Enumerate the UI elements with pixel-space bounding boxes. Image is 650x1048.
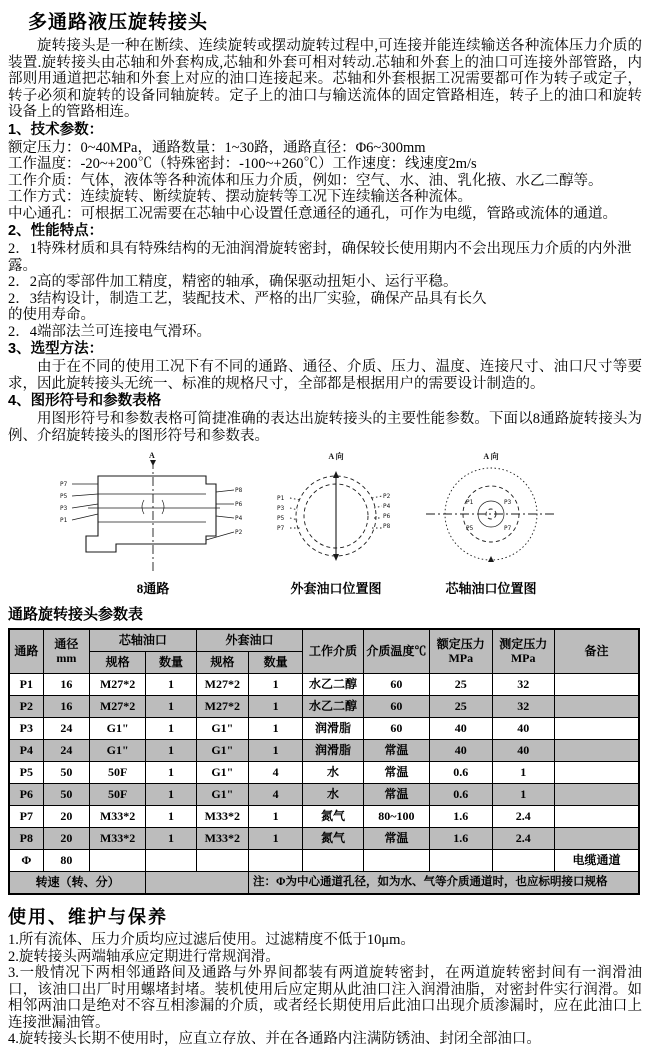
section-3-heading: 3、选型方法： [8,341,104,357]
table-cell: 1 [146,806,196,828]
svg-text:P8: P8 [383,523,391,530]
table-cell: 1 [146,696,196,718]
table-row [9,696,639,718]
svg-text:P1: P1 [466,499,474,506]
svg-text:P3: P3 [60,505,68,512]
feature-line: 2．4端部法兰可连接电气滑环。 [8,323,211,340]
table-cell: 1 [492,784,554,806]
table-cell: 20 [43,806,89,828]
figure-outer-sleeve-ports [274,450,398,597]
svg-text:A 向: A 向 [328,452,344,461]
col-header-spec: 规格 [89,652,145,674]
footer-empty-cell [146,872,249,895]
svg-text:P2: P2 [383,493,391,500]
tech-param-line: 工作方式：连续旋转、断续旋转、摆动旋转等工况下连续输送各种流体。 [8,189,472,205]
table-cell: 1 [146,762,196,784]
table-row [9,828,639,850]
table-cell: 20 [43,828,89,850]
table-cell: G1" [196,718,248,740]
table-cell: G1" [196,762,248,784]
table-cell: Φ [9,850,43,872]
figures-row [58,450,642,597]
table-cell: 水乙二醇 [303,674,363,696]
table-cell: 1 [492,762,554,784]
table-cell: 32 [492,674,554,696]
figure3-caption: 芯轴油口位置图 [445,581,537,596]
table-cell: G1" [196,784,248,806]
svg-text:P1: P1 [60,517,68,524]
table-cell: 常温 [363,784,429,806]
table-cell: 2.4 [492,828,554,850]
table-cell [554,806,639,828]
svg-text:P8: P8 [235,487,243,494]
table-cell: 润滑脂 [303,718,363,740]
table-cell: 16 [43,674,89,696]
table-cell: 2.4 [492,806,554,828]
table-cell: M33*2 [89,806,145,828]
table-cell: 80~100 [363,806,429,828]
table-cell: 1 [248,806,302,828]
table-cell: 常温 [363,762,429,784]
table-cell: M27*2 [196,696,248,718]
table-cell: 80 [43,850,89,872]
table-cell: P8 [9,828,43,850]
table-cell [196,850,248,872]
table-cell [363,850,429,872]
table-cell: P6 [9,784,43,806]
svg-text:P5: P5 [60,493,68,500]
tech-param-line: 工作介质：气体，液体等各种流体和压力介质，例如：空气、水、油、乳化掖、水乙二醇等。 [8,172,603,189]
table-cell: 1 [248,740,302,762]
table-cell: 氮气 [303,828,363,850]
svg-text:P2: P2 [235,529,243,536]
tech-param-line: 额定压力：0~40MPa，通路数量：1~30路，通路直径：Φ6~300mm [8,139,426,156]
table-body [9,674,639,872]
symbols-paragraph: 用图形符号和参数表格可简捷准确的表达出旋转接头的主要性能参数。下面以8通路旋转接头为例、介绍旋转接头的图形符号和参数表。 [8,411,642,444]
table-cell: G1" [196,740,248,762]
svg-text:P3: P3 [277,505,285,512]
shaft-port-diagram-icon [424,450,558,576]
table-row [9,850,639,872]
table-cell: P5 [9,762,43,784]
table-cell [248,850,302,872]
footer-note-cell: 注：Φ为中心通道孔径，如为水、气等介质通道时，也应标明接口规格 [248,872,639,895]
table-cell: 4 [248,762,302,784]
col-header-rated-pressure: 额定压力MPa [430,629,492,674]
intro-paragraph: 旋转接头是一种在断续、连续旋转或摆动旋转过程中,可连接并能连续输送各种流体压力介质的装置.旋转接头由芯轴和外套构成,芯轴和外套可相对转动.芯轴和外套上的油口可连接外部管路，内部则用通道把芯轴和外套上对应的油口连接起来。芯轴和外套根据工况需要都可作为转子或定子，转子必须和旋转的设备同轴旋转。定子上的油口与输送流体的固定管路相连，转子上的油口和旋转设备上的管路相连。 [8,38,642,120]
parameters-table [8,628,640,895]
table-cell [554,718,639,740]
feature-line: 2．3结构设计，制造工艺，装配技术、严格的出厂实验，确保产品具有长久 [8,290,487,307]
table-cell: 60 [363,696,429,718]
table-cell: 1 [248,696,302,718]
table-cell: 1 [146,740,196,762]
col-header-spec: 规格 [196,652,248,674]
outer-port-diagram-icon [274,450,398,576]
figure-channel-schematic [58,450,248,597]
svg-text:P4: P4 [383,503,391,510]
table-cell: 1 [146,718,196,740]
table-cell: 1.6 [430,828,492,850]
col-header-remarks: 备注 [554,629,639,674]
col-header-qty: 数量 [248,652,302,674]
table-cell: 水 [303,784,363,806]
col-header-qty: 数量 [146,652,196,674]
maintenance-item: 1.所有流体、压力介质均应过滤后使用。过滤精度不低于10μm。 [8,932,415,948]
table-cell: 40 [492,718,554,740]
table-cell: M33*2 [196,806,248,828]
table-cell: 0.6 [430,784,492,806]
svg-text:P4: P4 [235,515,243,522]
tech-param-line: 中心通孔：可根据工况需要在芯轴中心设置任意通径的通孔，可作为电缆，管路或流体的通道。 [8,205,617,222]
table-cell: 1 [248,674,302,696]
footer-speed-cell: 转速（转、分） [9,872,146,895]
table-cell: 水 [303,762,363,784]
table-cell [554,674,639,696]
table-cell: 50 [43,784,89,806]
col-header-measured-pressure: 测定压力MPa [492,629,554,674]
svg-text:P7: P7 [504,525,512,532]
maintenance-item: 2.旋转接头两端轴承应定期进行常规润滑。 [8,948,280,965]
col-group-core-shaft-port: 芯轴油口 [89,629,196,652]
table-cell: 水乙二醇 [303,696,363,718]
table-cell: 电缆通道 [554,850,639,872]
table-cell: P1 [9,674,43,696]
table-cell: 常温 [363,740,429,762]
schematic-drawing-icon [58,450,248,576]
table-cell: 60 [363,674,429,696]
svg-text:P7: P7 [60,481,68,488]
col-header-channel: 通路 [9,629,43,674]
maintenance-heading: 使用、维护与保养 [8,907,168,927]
figure2-caption: 外套油口位置图 [290,581,382,596]
table-cell: 40 [430,718,492,740]
table-cell: 1 [248,828,302,850]
table-cell: 常温 [363,828,429,850]
table-cell [303,850,363,872]
maintenance-item: 4.旋转接头长期不使用时，应直立存放、并在各通路内注满防锈油、封闭全部油口。 [8,1031,541,1047]
figure-core-shaft-ports [424,450,558,597]
svg-text:A 向: A 向 [483,452,499,461]
table-cell: 50 [43,762,89,784]
table-cell: 24 [43,740,89,762]
page-title: 多通路液压旋转接头 [28,12,209,33]
section-1-heading: 1、技术参数： [8,121,104,138]
col-header-medium: 工作介质 [303,629,363,674]
feature-line: 2．1特殊材质和具有特殊结构的无油润滑旋转密封，确保较长使用期内不会出现压力介质的内外泄露。 [8,241,632,274]
table-cell: P7 [9,806,43,828]
col-header-medium-temp: 介质温度℃ [363,629,429,674]
table-footer [9,872,639,895]
table-cell: 1 [146,784,196,806]
table-cell: 32 [492,696,554,718]
table-cell [89,850,145,872]
table-row [9,718,639,740]
svg-text:P7: P7 [277,525,285,532]
svg-text:P3: P3 [504,499,512,506]
section-2-heading: 2、性能特点： [8,223,104,239]
table-cell: 24 [43,718,89,740]
table-cell: 1 [146,674,196,696]
table-cell: 50F [89,784,145,806]
table-cell: 16 [43,696,89,718]
table-cell: 0.6 [430,762,492,784]
svg-text:P5: P5 [466,525,474,532]
svg-text:P5: P5 [277,515,285,522]
section-4-heading: 4、图形符号和参数表格 [8,393,162,409]
feature-line: 的使用寿命。 [8,307,95,323]
table-cell: 1.6 [430,806,492,828]
table-cell: 60 [363,718,429,740]
table-row [9,806,639,828]
table-cell [554,762,639,784]
selection-paragraph: 由于在不同的使用工况下有不同的通路、通径、介质、压力、温度、连接尺寸、油口尺寸等要求，因此旋转接头无统一、标准的规格尺寸，全部都是根据用户的需要设计制造的。 [8,359,642,392]
feature-line: 2．2高的零部件加工精度，精密的轴承，确保驱动扭矩小、运行平稳。 [8,274,458,290]
table-cell [492,850,554,872]
table-cell: 50F [89,762,145,784]
table-cell: P3 [9,718,43,740]
svg-text:A: A [149,451,155,460]
table-cell: 40 [430,740,492,762]
table-cell: M33*2 [196,828,248,850]
table-cell [554,740,639,762]
table-row [9,674,639,696]
svg-text:P6: P6 [383,513,391,520]
table-row [9,740,639,762]
table-cell: 40 [492,740,554,762]
table-cell [554,784,639,806]
table-cell [430,850,492,872]
col-header-diameter: 通径mm [43,629,89,674]
table-cell: G1" [89,740,145,762]
table-cell [554,696,639,718]
table-title: 通路旋转接头参数表 [8,606,144,623]
tech-param-line: 工作温度：-20~+200℃（特殊密封：-100~+260℃）工作速度：线速度2m/s [8,156,477,172]
table-cell: 1 [248,718,302,740]
table-row [9,762,639,784]
table-cell: 25 [430,674,492,696]
figure1-caption: 8通路 [136,581,170,596]
table-cell: M27*2 [89,696,145,718]
table-cell: M27*2 [196,674,248,696]
table-cell: M27*2 [89,674,145,696]
svg-text:P6: P6 [235,501,243,508]
svg-text:P1: P1 [277,495,285,502]
table-cell: 4 [248,784,302,806]
table-cell: P2 [9,696,43,718]
table-row [9,784,639,806]
table-cell: 25 [430,696,492,718]
table-cell: 氮气 [303,806,363,828]
table-header [9,629,639,674]
col-group-outer-sleeve-port: 外套油口 [196,629,303,652]
table-cell: 1 [146,828,196,850]
maintenance-item: 3.一般情况下两相邻通路间及通路与外界间都装有两道旋转密封，在两道旋转密封间有一润滑油口，该油口出厂时用螺堵封堵。装机使用后应定期从此油口注入润滑油脂，对密封件实行润滑。如相邻两油口是绝对不容互相渗漏的介质，或者经长期使用后此油口出现介质渗漏时，应在此油口上连接泄漏油管。 [8,965,642,1031]
table-cell: P4 [9,740,43,762]
table-cell: G1" [89,718,145,740]
table-cell [146,850,196,872]
table-cell: M33*2 [89,828,145,850]
table-cell [554,828,639,850]
table-cell: 润滑脂 [303,740,363,762]
